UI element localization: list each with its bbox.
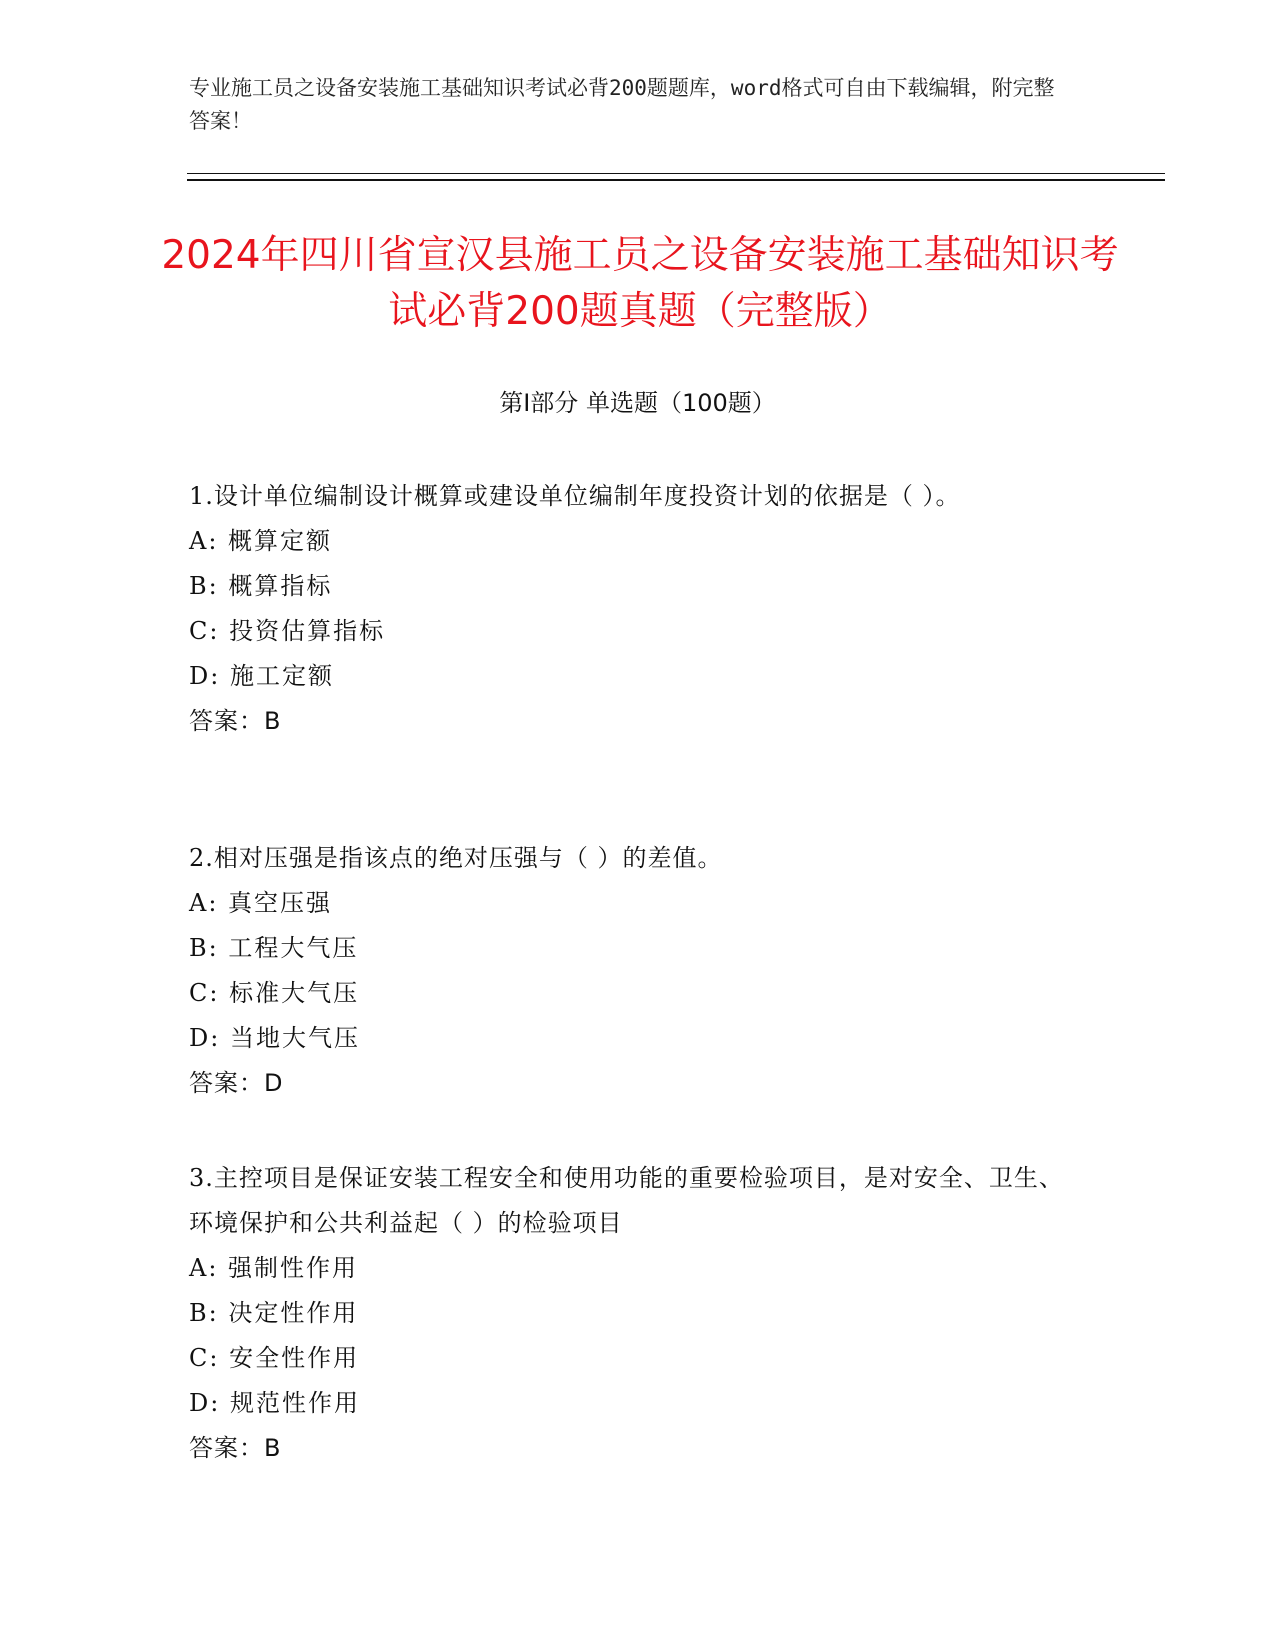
option-c: C: 安全性作用 — [189, 1344, 360, 1372]
option-a: A: 概算定额 — [189, 527, 333, 555]
option-b: B: 决定性作用 — [189, 1299, 359, 1327]
header-note: 专业施工员之设备安装施工基础知识考试必背200题题库，word格式可自由下载编辑，附完整答案！ — [189, 76, 1055, 133]
answer: 答案：B — [189, 707, 282, 735]
option-d: D: 规范性作用 — [189, 1389, 360, 1417]
question-stem: 2.相对压强是指该点的绝对压强与（ ）的差值。 — [189, 844, 723, 872]
question-2 — [189, 836, 1069, 1106]
header-divider-thin — [187, 173, 1165, 174]
option-d: D: 当地大气压 — [189, 1024, 360, 1052]
option-b: B: 工程大气压 — [189, 934, 359, 962]
option-a: A: 强制性作用 — [189, 1254, 359, 1282]
option-d: D: 施工定额 — [189, 662, 334, 690]
question-1 — [189, 474, 1069, 744]
question-3 — [189, 1156, 1069, 1471]
answer: 答案：B — [189, 1434, 282, 1462]
option-b: B: 概算指标 — [189, 572, 333, 600]
section-title: 第I部分 单选题（100题） — [499, 389, 776, 417]
question-stem: 1.设计单位编制设计概算或建设单位编制年度投资计划的依据是（ ）。 — [189, 482, 961, 510]
option-c: C: 投资估算指标 — [189, 617, 386, 645]
header-divider-thick — [187, 179, 1165, 181]
document-title: 2024年四川省宣汉县施工员之设备安装施工基础知识考试必背200题真题（完整版） — [161, 233, 1119, 334]
question-stem: 3.主控项目是保证安装工程安全和使用功能的重要检验项目，是对安全、卫生、环境保护和公共利益起（ ）的检验项目 — [189, 1164, 1064, 1237]
option-a: A: 真空压强 — [189, 889, 333, 917]
option-c: C: 标准大气压 — [189, 979, 360, 1007]
answer: 答案：D — [189, 1069, 284, 1097]
